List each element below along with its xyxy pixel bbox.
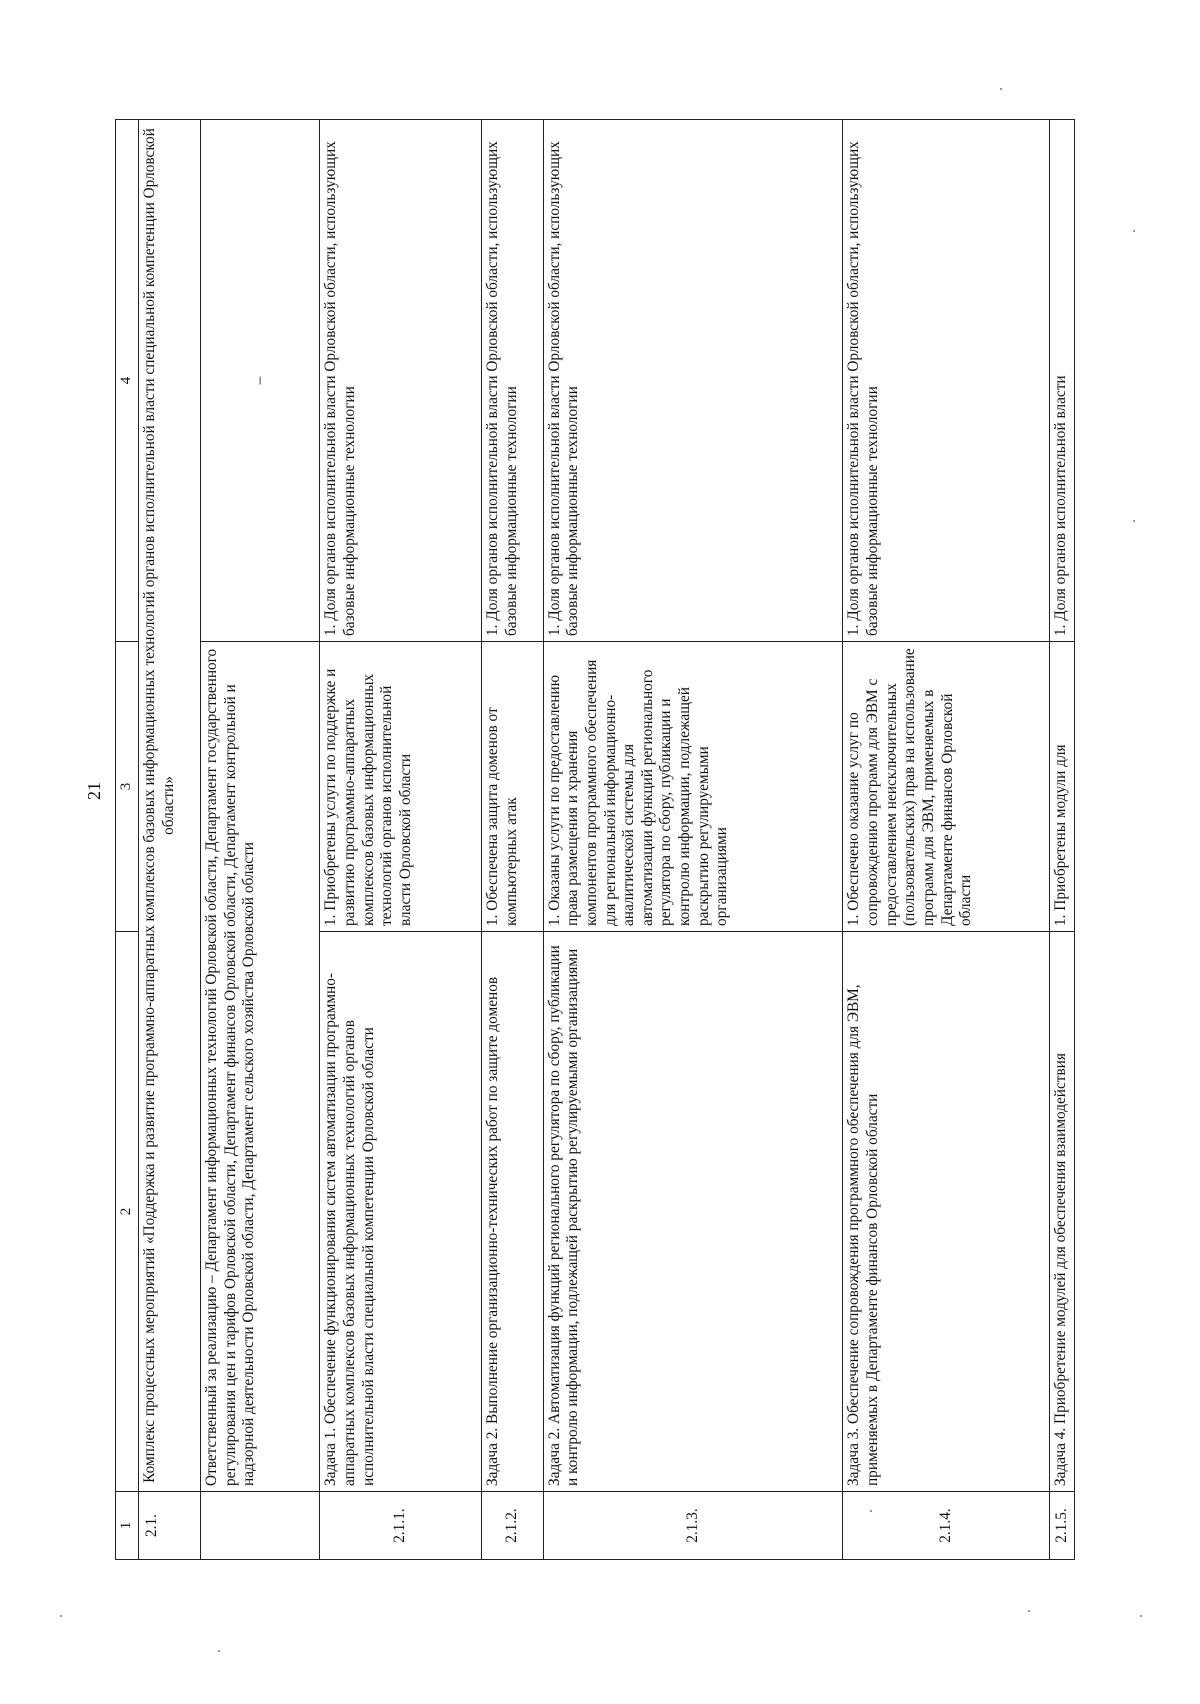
responsible-row <box>201 120 320 1560</box>
row-indicator: 1. Доля органов исполнительной власти Орловской области, использующих базовые информационные технологии <box>481 120 543 642</box>
table-row <box>320 120 482 1560</box>
section-number: 2.1. <box>139 1492 201 1560</box>
row-task: Задача 3. Обеспечение сопровождения программного обеспечения для ЭВМ, применяемых в Департаменте финансов Орловской области <box>843 932 1049 1492</box>
responsible-col4: – <box>201 120 320 642</box>
responsible-text: Ответственный за реализацию – Департамент информационных технологий Орловской области, Департамент государственного регулирования цен и тарифов Орловской области, Департамент финансов Орловской области, Департамент контрольной и надзорной деятельности Орловской области, Департамент сельского хозяйства Орловской области <box>201 642 320 1492</box>
row-number: 2.1.2. <box>481 1492 543 1560</box>
header-col-4: 4 <box>116 120 139 642</box>
row-indicator: 1. Доля органов исполнительной власти Орловской области, использующих базовые информационные технологии <box>843 120 1049 642</box>
section-row <box>139 120 201 1560</box>
row-task: Задача 1. Обеспечение функционирования систем автоматизации программно-аппаратных комплексов базовых информационных технологий органов исполнительной власти специальной компетенции Орловской области <box>320 932 482 1492</box>
header-col-1: 1 <box>116 1492 139 1560</box>
row-result: 1. Приобретены модули для <box>1049 642 1074 932</box>
row-result: 1. Оказаны услуги по предоставлению права размещения и хранения компонентов программного обеспечения для региональной информационно-аналитической системы для автоматизации функций регионального регулятора по сбору, публикации и контролю информации, подлежащей раскрытию регулируемыми организациями <box>543 642 843 932</box>
row-number: 2.1.5. <box>1049 1492 1074 1560</box>
row-indicator: 1. Доля органов исполнительной власти Орловской области, использующих базовые информационные технологии <box>320 120 482 642</box>
table-row <box>843 120 1049 1560</box>
header-col-2: 2 <box>116 932 139 1492</box>
table-row <box>543 120 843 1560</box>
row-number: 2.1.4. <box>843 1492 1049 1560</box>
table-header-row <box>116 120 139 1560</box>
row-task: Задача 2. Выполнение организационно-технических работ по защите доменов <box>481 932 543 1492</box>
section-title: Комплекс процессных мероприятий «Поддержка и развитие программно-аппаратных комплексов базовых информационных технологий органов исполнительной власти специальной компетенции Орловской области» <box>139 120 201 1492</box>
row-indicator: 1. Доля органов исполнительной власти Орловской области, использующих базовые информационные технологии <box>543 120 843 642</box>
row-indicator: 1. Доля органов исполнительной власти <box>1049 120 1074 642</box>
row-task: Задача 2. Автоматизация функций регионального регулятора по сбору, публикации и контролю информации, подлежащей раскрытию регулируемыми организациями <box>543 932 843 1492</box>
page-number: 21 <box>84 782 104 800</box>
table-row <box>1049 120 1074 1560</box>
rotated-table-container <box>115 120 1075 1560</box>
row-result: 1. Обеспечено оказание услуг по сопровождению программ для ЭВМ с предоставлением неисключительных (пользовательских) прав на использование программ для ЭВМ, применяемых в Департаменте финансов Орловской области <box>843 642 1049 932</box>
row-task: Задача 4. Приобретение модулей для обеспечения взаимодействия <box>1049 932 1074 1492</box>
header-col-3: 3 <box>116 642 139 932</box>
row-number: 2.1.1. <box>320 1492 482 1560</box>
row-result: 1. Обеспечена защита доменов от компьютерных атак <box>481 642 543 932</box>
row-number: 2.1.3. <box>543 1492 843 1560</box>
row-result: 1. Приобретены услуги по поддержке и развитию программно-аппаратных комплексов базовых информационных технологий органов исполнительной власти Орловской области <box>320 642 482 932</box>
responsible-num-cell <box>201 1492 320 1560</box>
table-row <box>481 120 543 1560</box>
measures-table <box>115 119 1075 1560</box>
